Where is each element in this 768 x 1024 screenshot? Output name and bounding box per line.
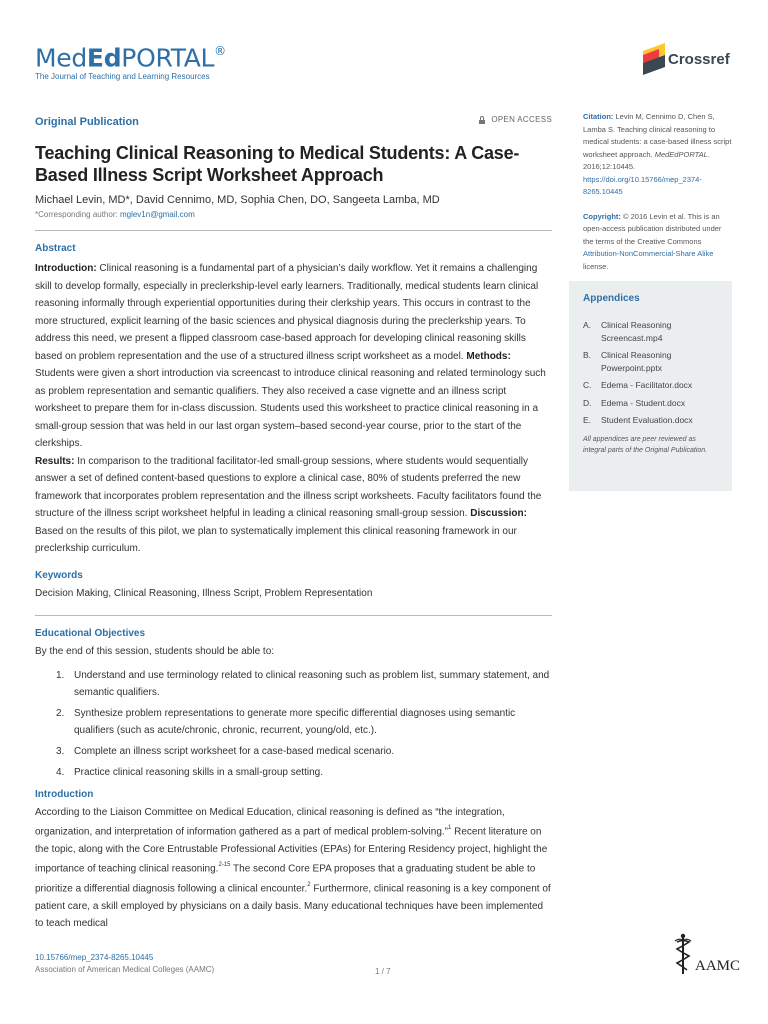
logo-portal: PORTAL (121, 43, 215, 73)
caduceus-icon (674, 933, 692, 975)
appendices-panel (569, 281, 732, 491)
appendix-label: Clinical Reasoning Screencast.mp4 (601, 320, 672, 343)
list-item (56, 705, 552, 739)
open-access-badge (479, 115, 552, 124)
divider (35, 230, 552, 231)
license-link[interactable]: Attribution-NonCommercial-Share Alike (583, 249, 714, 258)
logo-tagline: The Journal of Teaching and Learning Resources (35, 72, 210, 82)
aamc-logo (674, 933, 740, 975)
list-item-text: Synthesize problem representations to generate more specific differential diagnoses using semantic qualifiers (such as acute/chronic, chronic, recurrent, young/old, etc.). (74, 707, 516, 736)
appendix-letter: A. (583, 320, 592, 330)
article-title: Teaching Clinical Reasoning to Medical Students: A Case-Based Illness Script Worksheet Approach (35, 143, 520, 185)
list-item-number: 1. (56, 669, 65, 681)
open-access-label: OPEN ACCESS (491, 115, 552, 124)
citation-label: Citation: (583, 112, 614, 121)
footer-association: Association of American Medical Colleges (AAMC) (35, 965, 215, 974)
appendix-item[interactable] (583, 397, 718, 410)
appendix-item[interactable] (583, 414, 718, 427)
citation-text: Levin M, Cennimo D, Chen S, Lamba S. Teaching clinical reasoning to medical students: a case-based illness script worksheet approach. (583, 112, 732, 159)
footer-doi-link[interactable]: 10.15766/mep_2374-8265.10445 (35, 953, 154, 962)
list-item-number: 4. (56, 766, 65, 778)
corresponding-author (35, 210, 552, 219)
appendix-label: Clinical Reasoning Powerpoint.pptx (601, 350, 672, 373)
author-list: Michael Levin, MD*, David Cennimo, MD, Sophia Chen, DO, Sangeeta Lamba, MD (35, 194, 440, 206)
list-item (56, 743, 552, 760)
citation-block (583, 111, 733, 199)
abstract-discussion-label: Discussion: (470, 508, 527, 519)
keywords-list: Decision Making, Clinical Reasoning, Illness Script, Problem Representation (35, 587, 373, 599)
abstract-results-label: Results: (35, 455, 75, 467)
logo-registered: ® (214, 44, 226, 58)
corresponding-email-link[interactable]: mglev1n@gmail.com (119, 210, 195, 219)
intro-text-4: Furthermore, clinical reasoning is a key component of patient care, a skill employed by physicians on a daily basis. Many educational techniques have been implemented to teach medical (35, 883, 551, 930)
abstract-heading: Abstract (35, 243, 76, 254)
page-footer (35, 953, 741, 976)
reference-link[interactable]: 2 (307, 882, 311, 889)
page-number: 1 / 7 (375, 967, 391, 976)
introduction-heading: Introduction (35, 788, 94, 800)
abstract-methods-label: Methods: (466, 350, 511, 362)
crossref-label: Crossref (668, 50, 730, 68)
abstract-methods-text: Students were given a short introduction via screencast to introduce clinical reasoning and related terminology such as problem representation and semantic qualifiers. They also received a case vignette and an illness script worksheet to prepare them for in-class discussion. Students used this worksheet to practice clinical reasoning in a small-group session that was held in our last organ system–based second-year course, prior to the start of the clerkships. (35, 368, 546, 449)
logo-wordmark (35, 40, 226, 71)
copyright-text: © 2016 Levin et al. This is an open-access publication distributed under the terms of the Creative Commons (583, 211, 722, 246)
corresponding-label: *Corresponding author: (35, 210, 120, 219)
appendix-label: Edema - Facilitator.docx (601, 380, 693, 390)
appendices-heading: Appendices (583, 293, 640, 304)
appendix-label: Edema - Student.docx (601, 397, 686, 408)
appendix-item[interactable] (583, 379, 718, 392)
intro-text-3: The second Core EPA proposes that a graduating student be able to prioritize a differential diagnosis following a clinical encounter. (35, 863, 536, 895)
crossref-icon (643, 43, 665, 75)
list-item-number: 3. (56, 745, 65, 757)
objectives-heading: Educational Objectives (35, 628, 146, 639)
objectives-list (35, 667, 552, 781)
intro-text-2: Recent literature on the topic, along with the Core Entrustable Professional Activities (EPAs) for Entering Residency project, highlight the importance of teaching clinical reasoning. (35, 826, 548, 875)
publication-type: Original Publication (35, 116, 139, 128)
appendix-letter: C. (583, 380, 592, 390)
logo-med: Med (35, 43, 87, 73)
appendices-list (583, 319, 718, 427)
objectives-intro: By the end of this session, students should be able to: (35, 646, 275, 657)
list-item-text: Practice clinical reasoning skills in a small-group setting. (74, 766, 323, 778)
aamc-label: AAMC (695, 958, 741, 974)
abstract-discussion-text: Based on the results of this pilot, we plan to systematically implement this clinical reasoning framework in our preclerkship curriculum. (35, 525, 517, 554)
reference-link[interactable]: 2-15 (218, 862, 231, 869)
list-item-text: Complete an illness script worksheet for a case-based medical scenario. (74, 745, 395, 757)
abstract-intro-text: Clinical reasoning is a fundamental part of a physician’s daily workflow. Yet it remains a challenging skill to develop formally, especially in preclerkship-level early learners. Traditionally, medical students learn clinical reasoning informally through experiential opportunities during their clerkship years. This occurs in contrast to the more structured, explicit learning of the basic sciences and physical diagnosis during the preclerkship years. To address this need, we present a flipped classroom case-based approach for developing clinical reasoning skills based on problem representation and the use of a structured illness script worksheet as a model. (35, 263, 539, 362)
abstract-body (35, 260, 552, 558)
copyright-tail: license. (583, 261, 609, 271)
page-header (0, 0, 768, 100)
introduction-body (35, 804, 552, 933)
article-main (35, 112, 552, 933)
abstract-results-text: In comparison to the traditional facilitator-led small-group sessions, where students would sequentially answer a set of defined content-based questions to explore a clinical case, 80% of students preferred the new framework that incorporates problem representation and the illness script worksheets. Faculty facilitators found the structure of the illness script worksheet helpful in leading a clinical reasoning small-group session. (35, 455, 542, 519)
citation-doi-link[interactable]: https://doi.org/10.15766/mep_2374-8265.10445 (583, 174, 702, 196)
mededportal-logo[interactable] (35, 40, 226, 81)
lock-icon (479, 116, 485, 124)
logo-ed: Ed (86, 43, 122, 73)
crossref-logo[interactable] (643, 43, 730, 75)
list-item-text: Understand and use terminology related to clinical reasoning such as problem list, summary statement, and semantic qualifiers. (74, 669, 550, 698)
list-item-number: 2. (56, 707, 65, 719)
keywords-heading: Keywords (35, 569, 83, 581)
list-item (56, 667, 552, 701)
list-item (56, 764, 552, 781)
appendix-letter: E. (583, 415, 592, 425)
divider (35, 615, 552, 616)
abstract-intro-label: Introduction: (35, 263, 97, 274)
copyright-label: Copyright: (583, 211, 621, 221)
copyright-block (583, 211, 733, 274)
reference-link[interactable]: 1 (448, 825, 452, 831)
appendix-letter: B. (583, 350, 592, 360)
intro-text-1: According to the Liaison Committee on Medical Education, clinical reasoning is defined as “the integration, organization, and interpretation of information gathered as a part of medical problem-solving.” (35, 806, 505, 838)
appendix-label: Student Evaluation.docx (601, 415, 693, 425)
appendix-item[interactable] (583, 319, 718, 344)
citation-journal: MedEdPORTAL (654, 149, 708, 159)
citation-tail: . 2016;12:10445. (583, 149, 710, 171)
appendices-note: All appendices are peer reviewed as integral parts of the Original Publication. (583, 435, 708, 454)
article-sidebar (583, 111, 733, 273)
publication-type-row (35, 112, 552, 128)
appendix-letter: D. (583, 397, 592, 408)
appendix-item[interactable] (583, 349, 718, 374)
